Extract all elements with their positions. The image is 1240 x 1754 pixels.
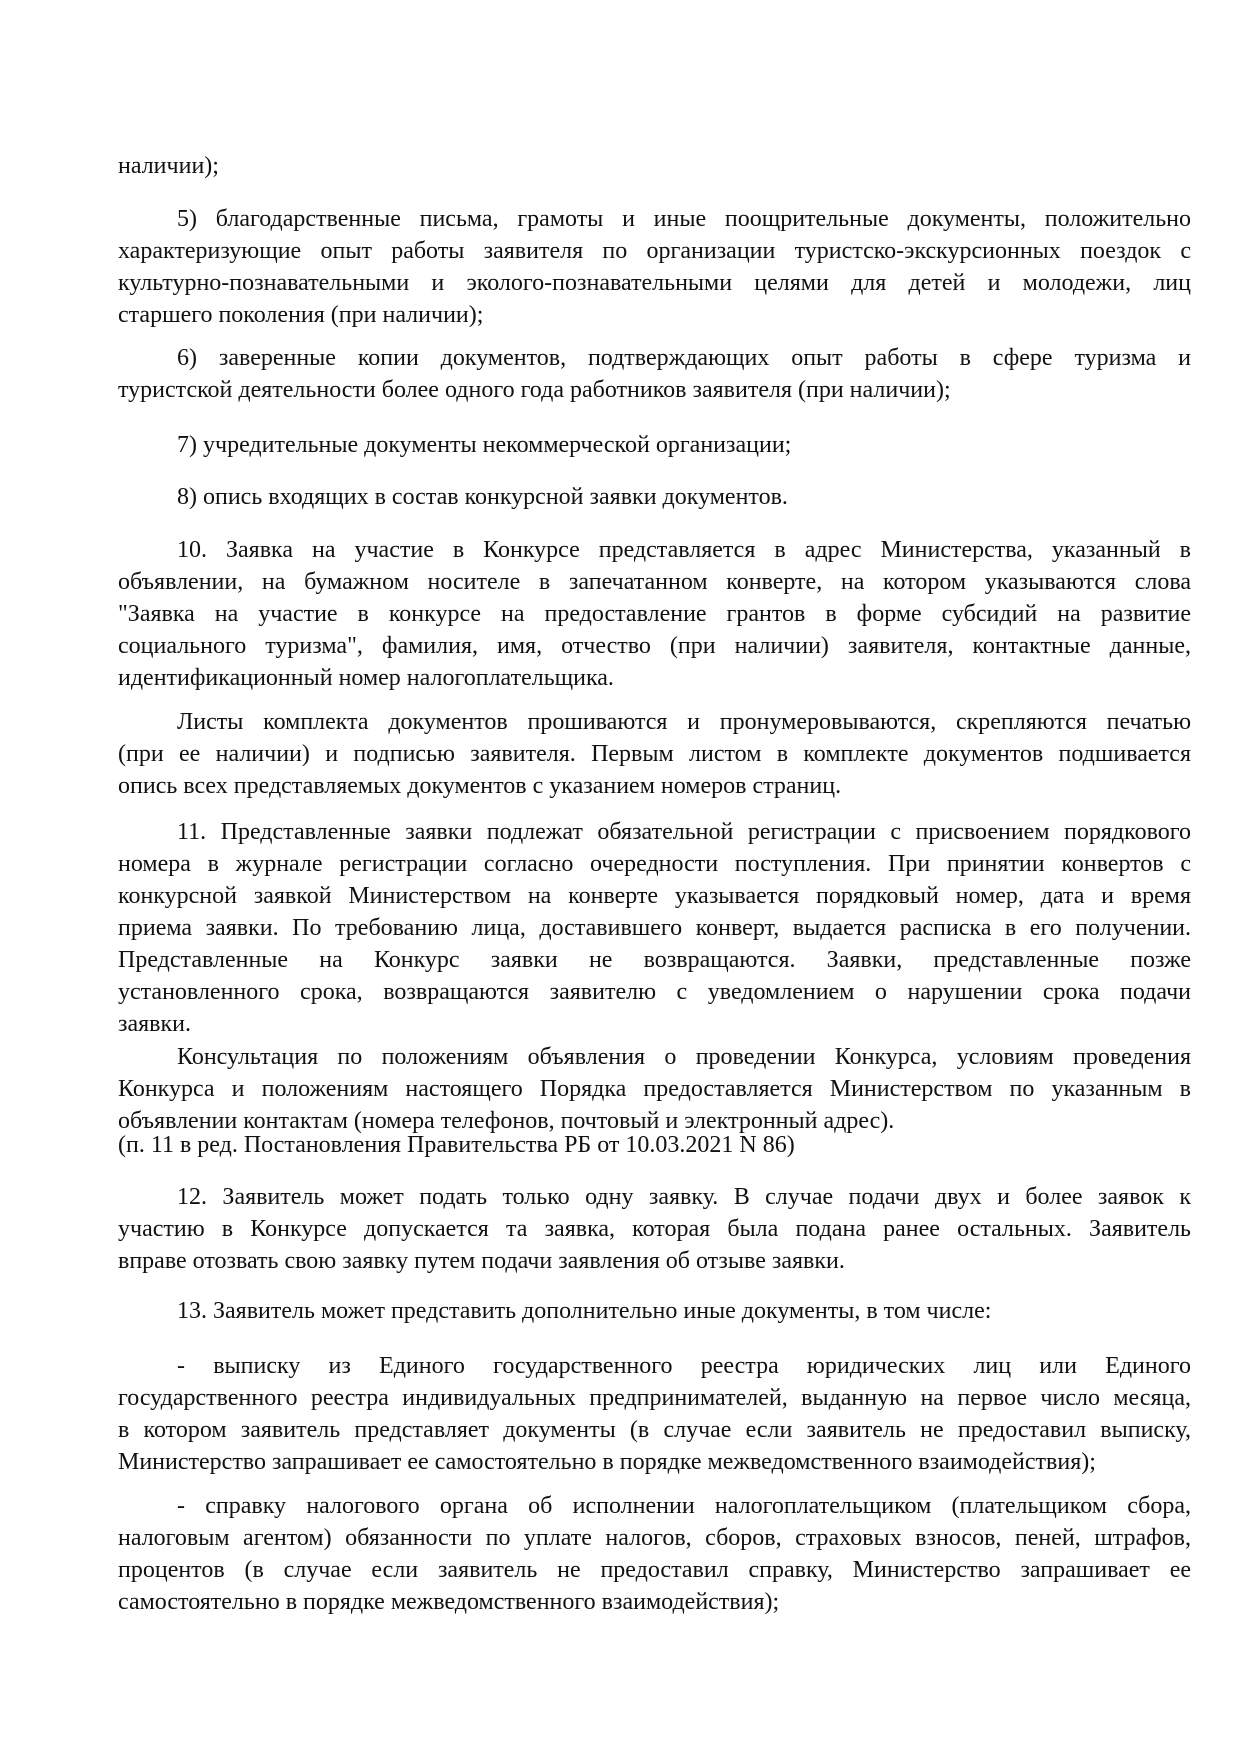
paragraph-clause-13 [118,1295,1191,1327]
text-line: (п. 11 в ред. Постановления Правительства РБ от 10.03.2021 N 86) [118,1132,795,1158]
paragraph-item-6 [118,342,1191,406]
text-line: самостоятельно в порядке межведомственного взаимодействия); [118,1589,780,1615]
text-line: культурно-познавательными и эколого-познавательными целями для детей и молодежи, лиц [118,270,1191,296]
text-line: "Заявка на участие в конкурсе на предоставление грантов в форме субсидий на развитие [118,601,1191,627]
text-line: 13. Заявитель может представить дополнительно иные документы, в том числе: [177,1298,992,1324]
paragraph-clause-10 [118,534,1191,694]
text-line: установленного срока, возвращаются заявителю с уведомлением о нарушении срока подачи [118,979,1191,1005]
text-line: характеризующие опыт работы заявителя по организации туристско-экскурсионных поездок с [118,238,1191,264]
text-line: 5) благодарственные письма, грамоты и иные поощрительные документы, положительно [177,206,1191,232]
text-line: - выписку из Единого государственного реестра юридических лиц или Единого [177,1353,1191,1379]
paragraph-clause-11 [118,816,1191,1040]
text-line: Министерство запрашивает ее самостоятельно в порядке межведомственного взаимодействия); [118,1449,1096,1475]
paragraph-sheets [118,706,1191,802]
text-line: наличии); [118,153,219,179]
text-line: (при ее наличии) и подписью заявителя. Первым листом в комплекте документов подшивается [118,741,1191,767]
text-line: опись всех представляемых документов с указанием номеров страниц. [118,773,842,799]
text-line: 10. Заявка на участие в Конкурсе представляется в адрес Министерства, указанный в [177,537,1191,563]
paragraph-item-5 [118,203,1191,331]
text-line: вправе отозвать свою заявку путем подачи заявления об отзыве заявки. [118,1248,845,1274]
paragraph-consultation [118,1041,1191,1137]
text-line: 12. Заявитель может подать только одну заявку. В случае подачи двух и более заявок к [177,1184,1191,1210]
paragraph-clause-12 [118,1181,1191,1277]
text-line: объявлении контактам (номера телефонов, почтовый и электронный адрес). [118,1108,895,1134]
text-line: объявлении, на бумажном носителе в запечатанном конверте, на котором указываются слова [118,569,1191,595]
text-line: процентов (в случае если заявитель не предоставил справку, Министерство запрашивает ее [118,1557,1191,1583]
text-line: идентификационный номер налогоплательщика. [118,665,614,691]
text-line: государственного реестра индивидуальных предпринимателей, выданную на первое число месяца, [118,1385,1191,1411]
text-line: 11. Представленные заявки подлежат обязательной регистрации с присвоением порядкового [177,819,1191,845]
text-line: социального туризма", фамилия, имя, отчество (при наличии) заявителя, контактные данные, [118,633,1191,659]
text-line: участию в Конкурсе допускается та заявка, которая была подана ранее остальных. Заявитель [118,1216,1191,1242]
paragraph-item-7 [118,429,1191,461]
text-line: 6) заверенные копии документов, подтверждающих опыт работы в сфере туризма и [177,345,1191,371]
text-line: налоговым агентом) обязанности по уплате налогов, сборов, страховых взносов, пеней, штрафов, [118,1525,1191,1551]
text-line: Консультация по положениям объявления о проведении Конкурса, условиям проведения [177,1044,1191,1070]
text-line: приема заявки. По требованию лица, доставившего конверт, выдается расписка в его получении. [118,915,1191,941]
text-line: в котором заявитель представляет документы (в случае если заявитель не предоставил выписку, [118,1417,1191,1443]
paragraph-item-8 [118,481,1191,513]
text-line: - справку налогового органа об исполнении налогоплательщиком (плательщиком сбора, [177,1493,1191,1519]
text-line: номера в журнале регистрации согласно очередности поступления. При принятии конвертов с [118,851,1191,877]
text-line: туристской деятельности более одного года работников заявителя (при наличии); [118,377,951,403]
paragraph-bullet-extract [118,1350,1191,1478]
amendment-note [118,1129,1191,1161]
text-line: Листы комплекта документов прошиваются и пронумеровываются, скрепляются печатью [177,709,1191,735]
text-line: заявки. [118,1011,192,1037]
text-line: Представленные на Конкурс заявки не возвращаются. Заявки, представленные позже [118,947,1191,973]
text-line: старшего поколения (при наличии); [118,302,484,328]
text-line: 8) опись входящих в состав конкурсной заявки документов. [177,484,788,510]
text-line: Конкурса и положениям настоящего Порядка предоставляется Министерством по указанным в [118,1076,1191,1102]
paragraph-bullet-tax-certificate [118,1490,1191,1618]
text-line: конкурсной заявкой Министерством на конверте указывается порядковый номер, дата и время [118,883,1191,909]
paragraph-continuation [118,150,1191,182]
text-line: 7) учредительные документы некоммерческой организации; [177,432,792,458]
